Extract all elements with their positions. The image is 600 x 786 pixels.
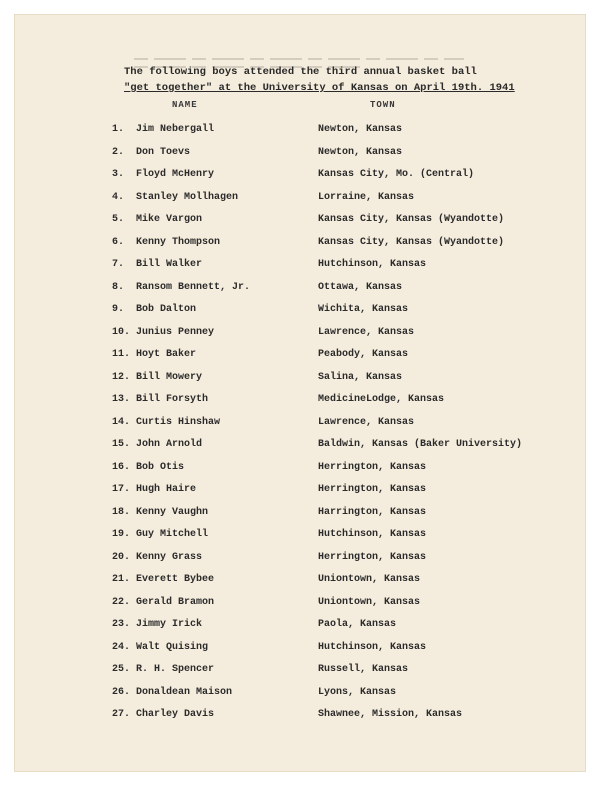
attendee-town: Lyons, Kansas [318, 686, 397, 698]
item-number: 21. [112, 574, 131, 585]
list-item [0, 709, 600, 727]
list-item [0, 664, 600, 682]
attendee-town: Salina, Kansas [318, 371, 403, 383]
attendee-town: Russell, Kansas [318, 664, 409, 675]
item-number: 19. [112, 529, 131, 540]
attendee-name: Ransom Bennett, Jr. [136, 281, 251, 293]
list-item [0, 574, 600, 592]
attendee-name: Guy Mitchell [136, 529, 209, 540]
attendee-town: Kansas City, Kansas (Wyandotte) [318, 236, 505, 248]
item-number: 4. [112, 191, 125, 203]
attendee-town: Uniontown, Kansas [318, 574, 421, 585]
list-item [0, 349, 600, 367]
item-number: 25. [112, 664, 131, 675]
attendee-town: Shawnee, Mission, Kansas [318, 709, 463, 720]
column-header-name: NAME [172, 100, 198, 110]
item-number: 17. [112, 484, 131, 495]
attendee-name: Charley Davis [136, 709, 215, 720]
item-number: 16. [112, 461, 131, 473]
item-number: 20. [112, 551, 131, 563]
attendee-name: Walt Quising [136, 641, 209, 653]
list-item [0, 192, 600, 210]
list-item [0, 214, 600, 232]
item-number: 27. [112, 709, 131, 720]
attendee-town: Lawrence, Kansas [318, 416, 415, 428]
attendee-name: Junius Penney [136, 326, 215, 338]
attendee-name: Kenny Vaughn [136, 506, 209, 518]
attendee-town: Kansas City, Kansas (Wyandotte) [318, 214, 505, 225]
item-number: 7. [112, 259, 125, 270]
attendee-town: Ottawa, Kansas [318, 281, 403, 293]
column-header-town: TOWN [370, 100, 396, 110]
attendee-town: Baldwin, Kansas (Baker University) [318, 439, 523, 450]
document-header [124, 64, 515, 96]
item-number: 11. [112, 349, 131, 360]
item-number: 2. [112, 146, 125, 158]
attendee-town: Hutchinson, Kansas [318, 641, 427, 653]
list-item [0, 484, 600, 502]
list-item [0, 124, 600, 142]
attendee-name: Gerald Bramon [136, 596, 215, 608]
item-number: 1. [112, 124, 125, 135]
attendee-name: Donaldean Maison [136, 686, 233, 698]
item-number: 23. [112, 619, 131, 630]
attendee-town: Hutchinson, Kansas [318, 529, 427, 540]
attendee-name: Hoyt Baker [136, 349, 197, 360]
list-item [0, 394, 600, 412]
attendee-town: Herrington, Kansas [318, 551, 427, 563]
attendee-name: Jim Nebergall [136, 124, 215, 135]
attendee-town: Harrington, Kansas [318, 506, 427, 518]
item-number: 13. [112, 394, 131, 405]
attendee-name: Curtis Hinshaw [136, 416, 221, 428]
list-item [0, 282, 600, 300]
attendee-name: Don Toevs [136, 146, 191, 158]
list-item [0, 439, 600, 457]
attendee-town: Lawrence, Kansas [318, 326, 415, 338]
attendee-name: Everett Bybee [136, 574, 215, 585]
attendee-name: Bob Otis [136, 461, 185, 473]
item-number: 3. [112, 169, 125, 180]
item-number: 10. [112, 326, 131, 338]
item-number: 26. [112, 686, 131, 698]
attendee-town: Lorraine, Kansas [318, 191, 415, 203]
list-item [0, 687, 600, 705]
list-item [0, 507, 600, 525]
attendee-town: Hutchinson, Kansas [318, 259, 427, 270]
attendee-name: Kenny Grass [136, 551, 203, 563]
attendee-name: Floyd McHenry [136, 169, 215, 180]
attendee-town: Newton, Kansas [318, 146, 403, 158]
attendee-name: Bob Dalton [136, 304, 197, 315]
item-number: 9. [112, 304, 125, 315]
attendee-town: Wichita, Kansas [318, 304, 409, 315]
attendee-town: Uniontown, Kansas [318, 596, 421, 608]
attendee-name: Bill Walker [136, 259, 203, 270]
list-item [0, 372, 600, 390]
attendee-name: Hugh Haire [136, 484, 197, 495]
item-number: 24. [112, 641, 131, 653]
item-number: 15. [112, 439, 131, 450]
list-item [0, 597, 600, 615]
attendee-town: Newton, Kansas [318, 124, 403, 135]
attendee-name: Jimmy Irick [136, 619, 203, 630]
attendee-town: Peabody, Kansas [318, 349, 409, 360]
attendee-town: Kansas City, Mo. (Central) [318, 169, 475, 180]
attendee-name: Stanley Mollhagen [136, 191, 239, 203]
attendee-town: MedicineLodge, Kansas [318, 394, 445, 405]
list-item [0, 619, 600, 637]
attendee-name: Bill Forsyth [136, 394, 209, 405]
list-item [0, 529, 600, 547]
item-number: 18. [112, 506, 131, 518]
attendee-name: Mike Vargon [136, 214, 203, 225]
attendee-town: Herrington, Kansas [318, 461, 427, 473]
item-number: 8. [112, 281, 125, 293]
header-line-1: The following boys attended the third annual basket ball [124, 66, 477, 78]
list-item [0, 237, 600, 255]
item-number: 14. [112, 416, 131, 428]
list-item [0, 147, 600, 165]
list-item [0, 417, 600, 435]
list-item [0, 462, 600, 480]
list-item [0, 642, 600, 660]
list-item [0, 169, 600, 187]
item-number: 6. [112, 236, 125, 248]
attendee-town: Herrington, Kansas [318, 484, 427, 495]
list-item [0, 552, 600, 570]
attendee-name: Bill Mowery [136, 371, 203, 383]
item-number: 22. [112, 596, 131, 608]
attendee-name: Kenny Thompson [136, 236, 221, 248]
attendee-name: John Arnold [136, 439, 203, 450]
list-item [0, 259, 600, 277]
attendee-name: R. H. Spencer [136, 664, 215, 675]
item-number: 5. [112, 214, 125, 225]
item-number: 12. [112, 371, 131, 383]
list-item [0, 327, 600, 345]
attendee-town: Paola, Kansas [318, 619, 397, 630]
list-item [0, 304, 600, 322]
header-line-2: "get together" at the University of Kansas on April 19th. 1941 [124, 82, 515, 94]
